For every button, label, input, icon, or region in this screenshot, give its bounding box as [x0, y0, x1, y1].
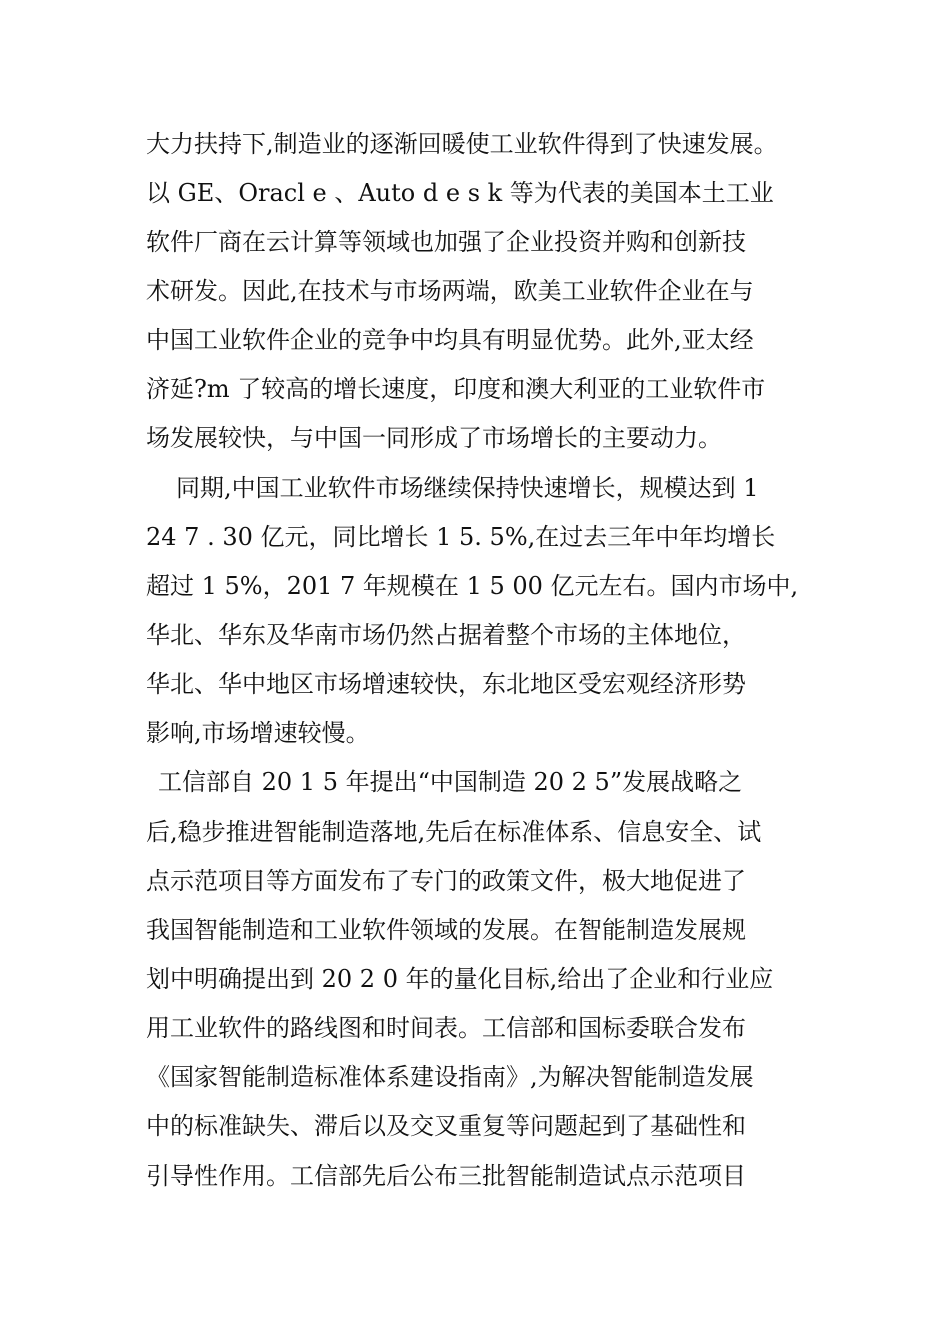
text-line: 大力扶持下,制造业的逐渐回暖使工业软件得到了快速发展。 [146, 130, 778, 158]
text-line: 《国家智能制造标准体系建设指南》,为解决智能制造发展 [146, 1063, 754, 1091]
text-line: 同期,中国工业软件市场继续保持快速增长，规模达到 1 [176, 474, 759, 502]
text-line: 术研发。因此,在技术与市场两端，欧美工业软件企业在与 [146, 277, 754, 305]
text-line: 后,稳步推进智能制造落地,先后在标准体系、信息安全、试 [146, 818, 762, 846]
text-line: 华北、华东及华南市场仍然占据着整个市场的主体地位， [146, 621, 746, 649]
text-line: 济延?m 了较高的增长速度，印度和澳大利亚的工业软件市 [146, 375, 766, 403]
text-line: 中的标准缺失、滞后以及交叉重复等问题起到了基础性和 [146, 1112, 746, 1140]
text-line: 软件厂商在云计算等领域也加强了企业投资并购和创新技 [146, 228, 746, 256]
text-line: 我国智能制造和工业软件领域的发展。在智能制造发展规 [146, 916, 746, 944]
text-line: 工信部自 20 1 5 年提出“中国制造 20 2 5”发展战略之 [158, 768, 743, 796]
text-line: 以 GE、Oracl e 、Auto d e s k 等为代表的美国本土工业 [146, 179, 774, 207]
text-line: 华北、华中地区市场增速较快，东北地区受宏观经济形势 [146, 670, 746, 698]
text-line: 24 7 . 30 亿元，同比增长 1 5. 5%,在过去三年中年均增长 [146, 523, 776, 551]
text-line: 影响,市场增速较慢。 [146, 719, 370, 747]
text-line: 用工业软件的路线图和时间表。工信部和国标委联合发布 [146, 1014, 746, 1042]
text-line: 点示范项目等方面发布了专门的政策文件，极大地促进了 [146, 867, 746, 895]
text-line: 引导性作用。工信部先后公布三批智能制造试点示范项目 [146, 1162, 746, 1190]
text-line: 中国工业软件企业的竞争中均具有明显优势。此外,亚太经 [146, 326, 754, 354]
text-line: 场发展较快，与中国一同形成了市场增长的主要动力。 [146, 424, 722, 452]
text-line: 超过 1 5%，201 7 年规模在 1 5 00 亿元左右。国内市场中, [146, 572, 799, 600]
text-line: 划中明确提出到 20 2 0 年的量化目标,给出了企业和行业应 [146, 965, 774, 993]
